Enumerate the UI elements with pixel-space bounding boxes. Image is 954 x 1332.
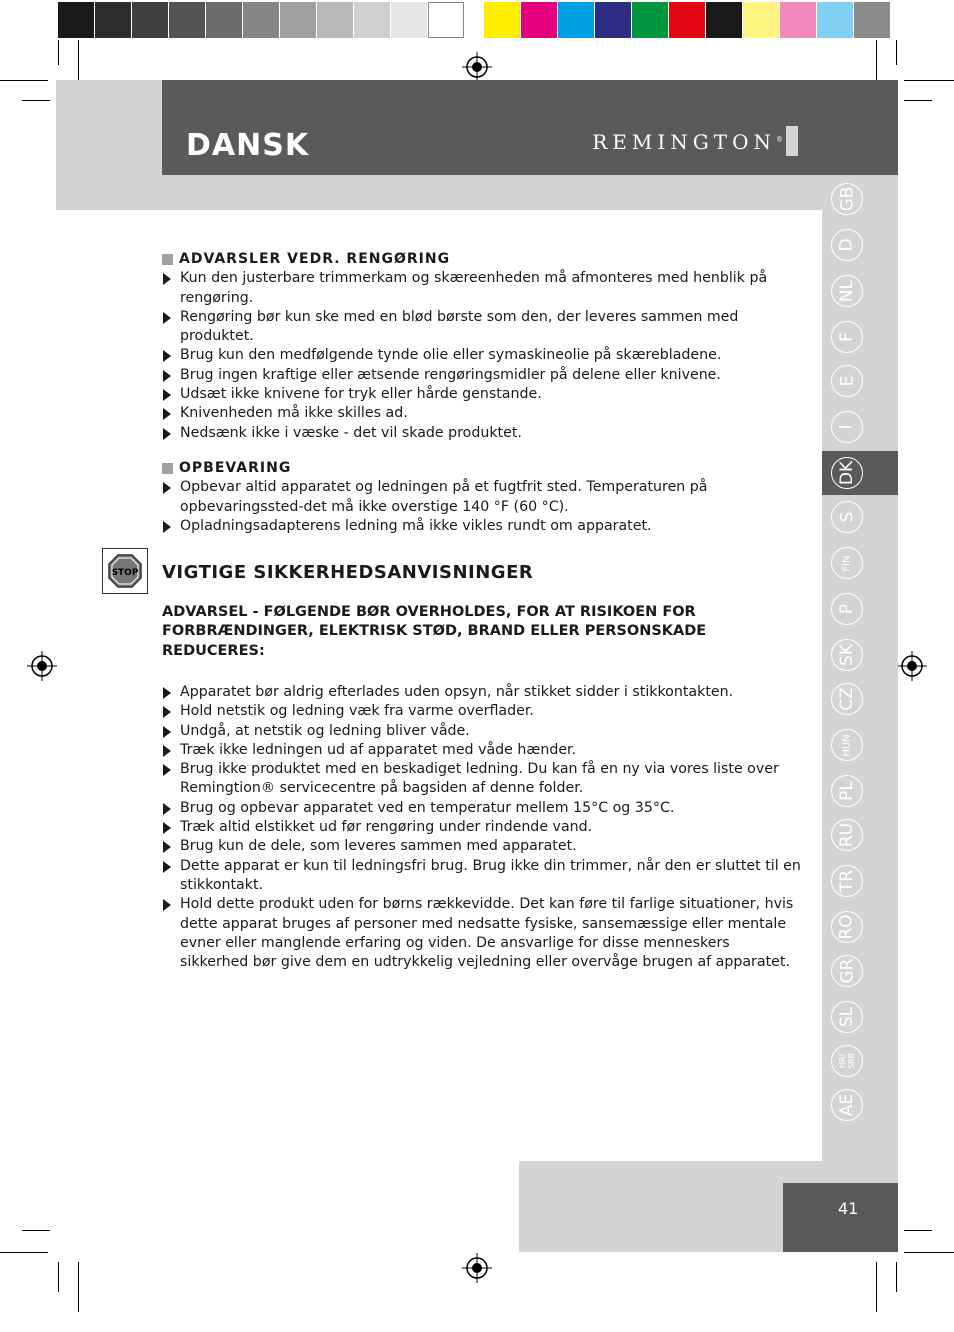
- tab-f[interactable]: F: [831, 321, 863, 353]
- crop-mark: [896, 40, 897, 65]
- triangle-bullet-icon: [163, 764, 171, 776]
- triangle-bullet-icon: [163, 841, 171, 853]
- tab-sk[interactable]: SK: [831, 639, 863, 671]
- color-swatch: [558, 2, 594, 38]
- cleaning-list: [162, 269, 802, 443]
- list-item: Opladningsadapterens ledning må ikke vikles rundt om apparatet.: [162, 517, 802, 536]
- list-item: Træk altid elstikket ud før rengøring under rindende vand.: [162, 818, 802, 837]
- brand-logo: REMINGTON®: [592, 130, 783, 154]
- tab-nl[interactable]: NL: [831, 275, 863, 307]
- list-item: Brug ingen kraftige eller ætsende rengøringsmidler på delene eller knivene.: [162, 366, 802, 385]
- color-swatch: [743, 2, 779, 38]
- square-bullet-icon: [162, 254, 173, 265]
- color-swatch: [632, 2, 668, 38]
- color-swatch: [132, 2, 168, 38]
- page-number: 41: [838, 1199, 859, 1218]
- registration-mark-icon: [27, 651, 57, 681]
- crop-mark: [904, 80, 954, 81]
- crop-mark: [58, 1262, 59, 1292]
- color-swatch: [428, 2, 464, 38]
- list-item: Nedsænk ikke i væske - det vil skade produktet.: [162, 424, 802, 443]
- tab-sl[interactable]: SL: [831, 1001, 863, 1033]
- color-swatch: [280, 2, 316, 38]
- list-item: Apparatet bør aldrig efterlades uden opsyn, når stikket sidder i stikkontakten.: [162, 683, 802, 702]
- color-swatch: [521, 2, 557, 38]
- crop-mark: [22, 1230, 50, 1231]
- list-item: Opbevar altid apparatet og ledningen på et fugtfrit sted. Temperaturen på opbevaringssted-det må ikke overstige 140 °F (60 °C).: [162, 478, 802, 517]
- tab-hrsrb[interactable]: HR/ SRB: [831, 1045, 863, 1077]
- crop-mark: [896, 1262, 897, 1292]
- triangle-bullet-icon: [163, 312, 171, 324]
- triangle-bullet-icon: [163, 803, 171, 815]
- color-swatch: [169, 2, 205, 38]
- color-swatch: [595, 2, 631, 38]
- list-item: Udsæt ikke knivene for tryk eller hårde genstande.: [162, 385, 802, 404]
- list-item: Hold netstik og ledning væk fra varme overflader.: [162, 702, 802, 721]
- crop-mark: [58, 40, 59, 65]
- page-header: [162, 80, 898, 175]
- tab-e[interactable]: E: [831, 365, 863, 397]
- list-item: Træk ikke ledningen ud af apparatet med våde hænder.: [162, 741, 802, 760]
- tab-gb[interactable]: GB: [831, 183, 863, 215]
- tab-ae[interactable]: AE: [831, 1089, 863, 1121]
- tab-fin[interactable]: FIN: [831, 547, 863, 579]
- main-content: [162, 250, 802, 536]
- tab-dk[interactable]: DK: [831, 457, 863, 489]
- triangle-bullet-icon: [163, 389, 171, 401]
- color-swatch: [243, 2, 279, 38]
- safety-list: [162, 683, 802, 972]
- stop-sign-box: [102, 548, 148, 594]
- list-item: Undgå, at netstik og ledning bliver våde.: [162, 722, 802, 741]
- tab-ru[interactable]: RU: [831, 819, 863, 851]
- color-swatch: [317, 2, 353, 38]
- page-title: DANSK: [186, 128, 310, 163]
- triangle-bullet-icon: [163, 687, 171, 699]
- stop-sign-icon: [107, 553, 143, 589]
- tab-tr[interactable]: TR: [831, 865, 863, 897]
- list-item: Kun den justerbare trimmerkam og skæreenheden må afmonteres med henblik på rengøring.: [162, 269, 802, 308]
- list-item: Knivenheden må ikke skilles ad.: [162, 404, 802, 423]
- tab-hun[interactable]: HUN: [831, 729, 863, 761]
- crop-mark: [876, 40, 877, 80]
- triangle-bullet-icon: [163, 726, 171, 738]
- triangle-bullet-icon: [163, 350, 171, 362]
- list-item: Brug ikke produktet med en beskadiget ledning. Du kan få en ny via vores liste over Remingtion® servicecentre på bagsiden af denne folder.: [162, 760, 802, 799]
- storage-heading: OPBEVARING: [162, 459, 802, 478]
- tab-gr[interactable]: GR: [831, 955, 863, 987]
- color-swatch: [95, 2, 131, 38]
- list-item: Dette apparat er kun til ledningsfri brug. Brug ikke din trimmer, når den er sluttet til en stikkontakt.: [162, 857, 802, 896]
- triangle-bullet-icon: [163, 706, 171, 718]
- crop-mark: [0, 80, 48, 81]
- tab-d[interactable]: D: [831, 229, 863, 261]
- color-swatch: [780, 2, 816, 38]
- tab-s[interactable]: S: [831, 501, 863, 533]
- safety-title: VIGTIGE SIKKERHEDSANVISNINGER: [162, 562, 534, 583]
- triangle-bullet-icon: [163, 482, 171, 494]
- color-swatch: [706, 2, 742, 38]
- tab-p[interactable]: P: [831, 593, 863, 625]
- color-swatch: [206, 2, 242, 38]
- list-item: Brug kun de dele, som leveres sammen med apparatet.: [162, 837, 802, 856]
- color-swatch: [354, 2, 390, 38]
- language-tab-strip: [822, 175, 898, 1161]
- tab-pl[interactable]: PL: [831, 775, 863, 807]
- gray-color-bar: [58, 2, 465, 38]
- triangle-bullet-icon: [163, 899, 171, 911]
- color-swatch: [484, 2, 520, 38]
- list-item: Hold dette produkt uden for børns rækkevidde. Det kan føre til farlige situationer, hvis dette apparat bruges af personer med nedsatte fysiske, sansemæssige eller mentale evner eller manglende erfaring og viden. De ansvarlige for disse menneskers sikkerhed bør give dem en udtrykkelig vejledning eller overvåge brugen af apparatet.: [162, 895, 802, 972]
- triangle-bullet-icon: [163, 408, 171, 420]
- color-swatch: [391, 2, 427, 38]
- svg-text:STOP: STOP: [111, 568, 139, 578]
- color-swatch: [854, 2, 890, 38]
- crop-mark: [904, 1252, 954, 1253]
- cleaning-heading: ADVARSLER VEDR. RENGØRING: [162, 250, 802, 269]
- brand-accent-bar: [786, 126, 798, 156]
- color-swatch: [669, 2, 705, 38]
- tab-ro[interactable]: RO: [831, 911, 863, 943]
- triangle-bullet-icon: [163, 273, 171, 285]
- triangle-bullet-icon: [163, 370, 171, 382]
- color-swatch: [58, 2, 94, 38]
- list-item: Brug og opbevar apparatet ved en temperatur mellem 15°C og 35°C.: [162, 799, 802, 818]
- storage-list: [162, 478, 802, 536]
- triangle-bullet-icon: [163, 521, 171, 533]
- color-swatch: [817, 2, 853, 38]
- crop-mark: [876, 1262, 877, 1312]
- registration-mark-icon: [897, 651, 927, 681]
- registration-mark-icon: [462, 1253, 492, 1283]
- tab-cz[interactable]: CZ: [831, 683, 863, 715]
- triangle-bullet-icon: [163, 822, 171, 834]
- tab-i[interactable]: I: [831, 411, 863, 443]
- process-color-bar: [484, 2, 891, 38]
- triangle-bullet-icon: [163, 428, 171, 440]
- list-item: Rengøring bør kun ske med en blød børste som den, der leveres sammen med produktet.: [162, 308, 802, 347]
- safety-warning: ADVARSEL - FØLGENDE BØR OVERHOLDES, FOR AT RISIKOEN FOR FORBRÆNDINGER, ELEKTRISK STØD, BRAND ELLER PERSONSKADE REDUCERES:: [162, 604, 707, 659]
- crop-mark: [78, 1262, 79, 1312]
- crop-mark: [0, 1252, 48, 1253]
- crop-mark: [904, 100, 932, 101]
- registration-mark-icon: [462, 52, 492, 82]
- crop-mark: [22, 100, 50, 101]
- list-item: Brug kun den medfølgende tynde olie eller symaskineolie på skærebladene.: [162, 346, 802, 365]
- crop-mark: [78, 40, 79, 80]
- crop-mark: [904, 1230, 932, 1231]
- triangle-bullet-icon: [163, 745, 171, 757]
- square-bullet-icon: [162, 463, 173, 474]
- triangle-bullet-icon: [163, 861, 171, 873]
